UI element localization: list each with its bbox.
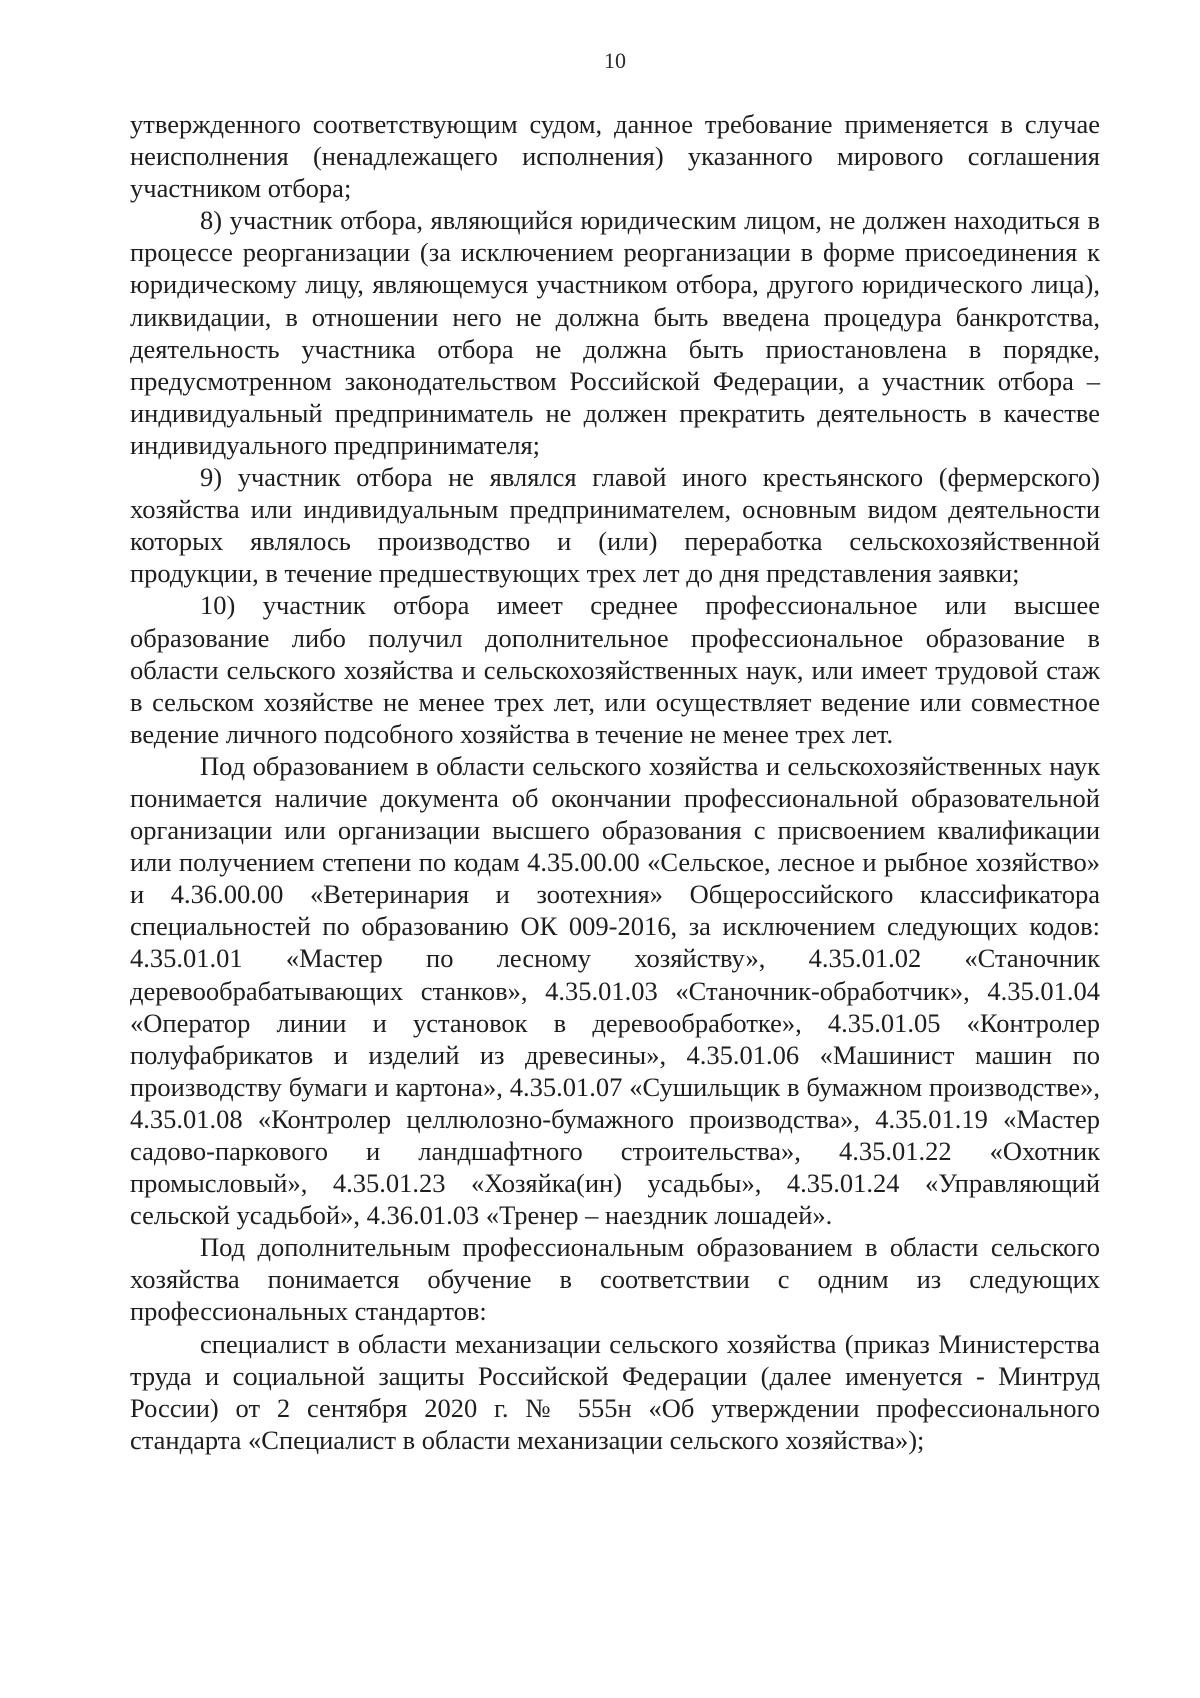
body-text (130, 108, 1100, 1456)
paragraph-item-8: 8) участник отбора, являющийся юридическим лицом, не должен находиться в процессе реорганизации (за исключением реорганизации в форме присоединения к юридическому лицу, являющемуся участником отбора, другого юридического лица), ликвидации, в отношении него не должна быть введена процедура банкротства, деятельность участника отбора не должна быть приостановлена в порядке, предусмотренном законодательством Российской Федерации, а участник отбора – индивидуальный предприниматель не должен прекратить деятельность в качестве индивидуального предпринимателя; (130, 205, 1100, 460)
page-number: 10 (604, 48, 626, 73)
paragraph-continuation: утвержденного соответствующим судом, данное требование применяется в случае неисполнения (ненадлежащего исполнения) указанного мирового соглашения участником отбора; (130, 109, 1100, 204)
paragraph-education-definition: Под образованием в области сельского хозяйства и сельскохозяйственных наук понимается наличие документа об окончании профессиональной образовательной организации или организации высшего образования с присвоением квалификации или получением степени по кодам 4.35.00.00 «Сельское, лесное и рыбное хозяйство» и 4.36.00.00 «Ветеринария и зоотехния» Общероссийского классификатора специальностей по образованию ОК 009-2016, за исключением следующих кодов: 4.35.01.01 «Мастер по лесному хозяйству», 4.35.01.02 «Станочник деревообрабатывающих станков», 4.35.01.03 «Станочник-обработчик», 4.35.01.04 «Оператор линии и установок в деревообработке», 4.35.01.05 «Контролер полуфабрикатов и изделий из древесины», 4.35.01.06 «Машинист машин по производству бумаги и картона», 4.35.01.07 «Сушильщик в бумажном производстве», 4.35.01.08 «Контролер целлюлозно-бумажного производства», 4.35.01.19 «Мастер садово-паркового и ландшафтного строительства», 4.35.01.22 «Охотник промысловый», 4.35.01.23 «Хозяйка(ин) усадьбы», 4.35.01.24 «Управляющий сельской усадьбой», 4.36.01.03 «Тренер – наездник лошадей». (130, 750, 1100, 1231)
paragraph-item-9: 9) участник отбора не являлся главой иного крестьянского (фермерского) хозяйства или индивидуальным предпринимателем, основным видом деятельности которых являлось производство и (или) переработка сельскохозяйственной продукции, в течение предшествующих трех лет до дня представления заявки; (130, 462, 1100, 589)
paragraph-standard-mechanization: специалист в области механизации сельского хозяйства (приказ Министерства труда и социальной защиты Российской Федерации (далее именуется - Минтруд России) от 2 сентября 2020 г. № 555н «Об утверждении профессионального стандарта «Специалист в области механизации сельского хозяйства»); (130, 1328, 1100, 1455)
paragraph-item-10: 10) участник отбора имеет среднее профессиональное или высшее образование либо получил дополнительное профессиональное образование в области сельского хозяйства и сельскохозяйственных наук, или имеет трудовой стаж в сельском хозяйстве не менее трех лет, или осуществляет ведение или совместное ведение личного подсобного хозяйства в течение не менее трех лет. (130, 590, 1100, 749)
paragraph-additional-education-definition: Под дополнительным профессиональным образованием в области сельского хозяйства понимается обучение в соответствии с одним из следующих профессиональных стандартов: (130, 1232, 1100, 1327)
